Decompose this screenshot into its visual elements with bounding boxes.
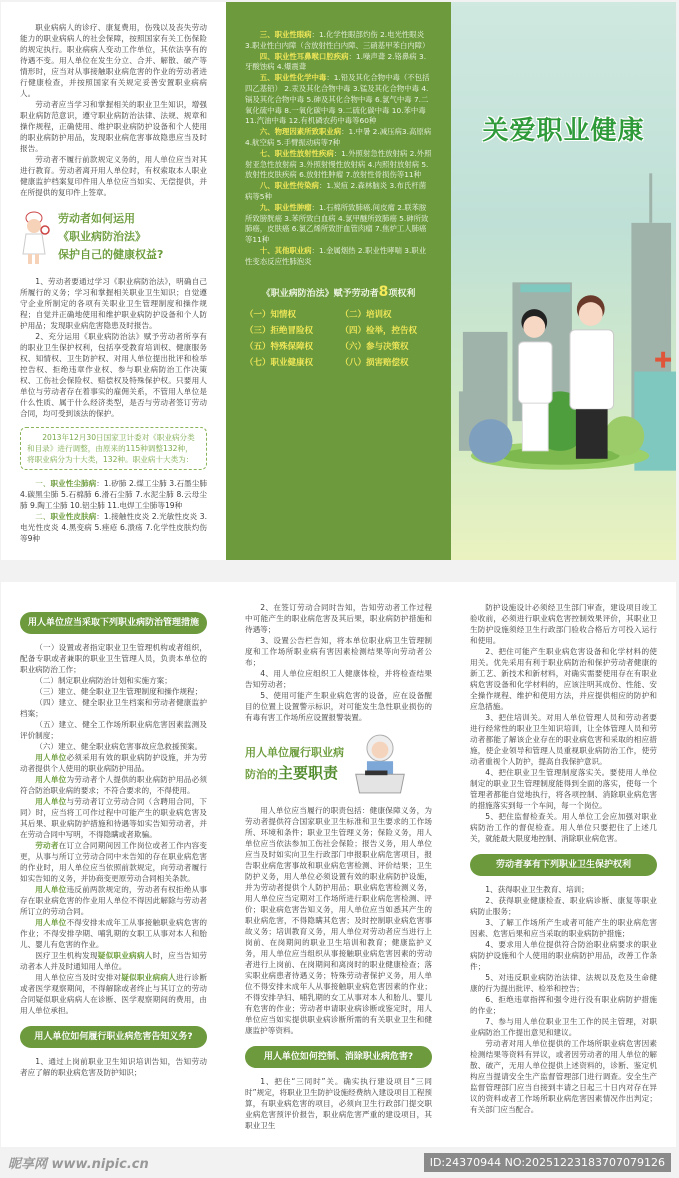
panel-middle-bottom [226,582,451,1147]
highlight-term: 用人单位 [35,918,67,927]
paragraph-text: 时，应当告知劳动者本人并及时通知用人单位。 [20,951,208,971]
disease-desc: ：1.中暑 2.减压病3.高原病 4.航空病 5.手臂振动病等7种 [245,127,432,147]
highlight-term: 用人单位 [35,775,67,784]
paragraph-text: 为劳动者个人提供的职业病防护用品必须符合防治职业病的要求；不符合要求的，不得使用。 [20,775,207,795]
panel-left-bottom [1,582,226,1147]
rights-title [245,284,432,302]
disease-desc: ：1.矽肺 2.煤工尘肺 3.石墨尘肺 4.碳黑尘肺 5.石棉肺 6.滑石尘肺 7.水泥尘肺 8.云母尘肺 9.陶工尘肺 10.铝尘肺 11.电焊工尘肺等19种 [20,479,208,510]
paragraph: 1、劳动者要通过学习《职业病防治法》，明确自己所履行的义务；学习和掌握相关职业卫生知识；自觉遵守企业所制定的各项有关职业卫生管理制度和操作规程；自觉并正确地使用和维护职业病防护设备和个人防护用品；发现职业病危害隐患及时报告。 [20,277,207,330]
control-heading-pill: 用人单位如何控制、消除职业病危害? [245,1046,432,1068]
paragraph-text: 不得安排未成年工从事接触职业病危害的作业；不得安排孕期、哺乳期的女职工从事对本人和胎儿、婴儿有危害的作业。 [20,918,207,949]
duties-text: 用人单位应当履行的职责包括：健康保障义务，为劳动者提供符合国家职业卫生标准和卫生要求的工作场所、环境和条件；职业卫生管理义务；保险义务，用人单位应当依法参加工伤社会保险；报告义务，用人单位应当及时如实向卫生行政部门申报职业病危害项目，报告职业病危害事故和职业病危害检测、评价结果；卫生防护义务，用人单位必须设置有效的职业病防护设施，并为劳动者提供个人防护用品；职业病危害检测义务，用人单位应当定期对工作场所进行职业病危害检测、评价；职业病危害告知义务，用人单位应当如悉其产生的职业病危害，不得隐瞒其危害；及时控制职业病危害事故义务；培训教育义务，用人单位对劳动者应当进行上岗前、在岗期间的职业卫生培训和教育；健康监护义务，用人单位应当组织从事接触职业病危害因素的劳动者进行上岗前、在岗期间和离岗时的职业健康检查；落实职业病患者待遇义务；特殊劳动者保护义务，用人单位不得安排未成年人从事接触职业病危害因素的作业；不得安排孕妇、哺乳期的女工从事对本人和胎儿、婴儿有危害的作业；劳动者申请职业病诊断或鉴定时，用人单位应当如实提供职业病诊断所需的有关职业卫生和健康监护等资料。 [245,806,432,1035]
control-item: 3、把住培训关。对用人单位管理人员和劳动者要进行经常性的职业卫生知识培训，让全体管理人员和劳动者都能了解该企业存在的职业病危害和采取的相应措施，使企业领导和管理人员重视职业病防治工作，使劳动者重视个人防护，提高自我保护意识。 [470,713,657,766]
right-item: 7、参与用人单位职业卫生工作的民主管理，对职业病防治工作提出意见和建议。 [470,1017,657,1037]
right-item: 1、获得职业卫生教育、培训； [485,885,589,894]
notify-item: 4、用人单位应组织工人健康体检，并将检查结果告知劳动者； [245,669,432,689]
disease-item [245,127,432,149]
nurse-illustration [20,208,50,266]
obligation-paragraph [20,884,207,917]
paragraph-text: 进行诊断或者医学观察期间，不得解除或者终止与其订立的劳动合同疑似职业病病人在诊断、医学观察期间的费用，由用人单位承担。 [20,973,208,1015]
heading-line: 《职业病防治法》 [58,230,146,243]
rights-text [20,276,207,419]
disease-category: 十、其他职业病 [259,245,312,255]
paragraph: 劳动者应当学习和掌握相关的职业卫生知识，增强职业病防范意识，遵守职业病防治法律、法规、规章和操作规程，正确使用、维护职业病防护设备和个人使用的职业病防护用品，发现职业病危害事故隐患应当及时报告。 [20,100,207,153]
right-item: （二）培训权 [340,309,392,320]
disease-category: 六、物理因素所致职业病 [259,127,342,137]
paragraph-prefix: 用人单位应当及时安排对 [35,973,122,982]
highlight-term: 用人单位 [35,753,67,762]
obligation-paragraph [20,917,207,950]
rights-title-b: 项权利 [388,288,416,299]
rights-heading-row [20,208,207,266]
notify-heading-pill: 用人单位如何履行职业病危害告知义务? [20,1026,207,1048]
right-item: （四）检举，控告权 [340,325,418,336]
paragraph: 职业病病人的诊疗、康复费用，伤残以及丧失劳动能力的职业病病人的社会保障，按照国家有关工伤保险的规定执行。职业病病人变动工作单位，其依法享有的待遇不变。用人单位在发生分立、合并、解散、破产等情形时，应当对从事接触职业病危害的作业的劳动者进行健康检查，并按照国家有关规定妥善安置职业病病人。 [20,23,207,98]
disease-item [20,511,207,544]
control-item: 4、把住职业卫生管理制度落实关。要使用人单位制定的职业卫生管理制度能得到全面的落实，使每一个管理者都能自觉地执行，将各项控制、消除职业病危害的措施落实到每一个车间，每一个岗位。 [470,768,657,810]
obligation-paragraph [20,774,207,796]
disease-desc: ：1.外照射急性放射病 2.外照射亚急性放射病 3.外照射慢性放射病 4.内照射放射病 5.放射性皮肤疾病 6.放射性肿瘤 7.放射性骨损伤等11种 [245,148,432,180]
panel-right-bottom [451,582,676,1147]
cover-panel [451,2,676,560]
disease-category: 职业性尘肺病 [50,479,97,488]
right-item: （三）拒绝冒险权 [245,325,314,336]
notify-text: 1、通过上岗前职业卫生知识培训告知，告知劳动者应了解的职业病危害及防护知识； [20,1057,207,1077]
right-item: （七）职业健康权 [245,357,314,368]
disease-item [20,478,207,511]
notify-item: 5、使用可能产生职业病危害的设备，应在设备醒目的位置上设置警示标识，对可能发生急性职业损伤的有毒有害工作场所应设置报警装置。 [245,691,432,722]
paragraph-text: 在订立合同期间因工作岗位或者工作内容变更，从事与所订立劳动合同中未告知的存在职业病危害的作业时，用人单位应当依照前款规定，向劳动者履行如实告知的义务，并协商变更原劳动合同相关条款。 [20,841,208,883]
top-row [0,0,679,560]
disease-desc: ：1.化学性眼部灼伤 2.电光性眼炎 3.职业性白内障（含放射性白内障、三硝基甲苯白内障） [245,30,430,50]
disease-desc: ：1.接触性皮炎 2.光敏性皮炎 3.电光性皮炎 4.黑变病 5.痤疮 6.溃疡 7.化学性皮肤灼伤等9种 [20,512,208,543]
disease-item [245,246,432,268]
heading-line: 防治的 [245,768,278,781]
heading-emphasis: 主要职责 [278,764,339,782]
notify-item: 2、在签订劳动合同时告知，告知劳动者工作过程中可能产生的职业病危害及其后果，职业病防护措施和待遇等； [245,603,432,634]
measure-item: （一）设置或者指定职业卫生管理机构或者组织，配备专职或者兼职的职业卫生管理人员，负责本单位的职业病防治工作； [20,643,207,674]
measure-item: （五）建立、健全工作场所职业病危害因素监测及评价制度； [20,720,207,740]
measure-item: （四）建立、健全职业卫生档案和劳动者健康监护档案； [20,698,207,718]
watermark-row [0,1147,679,1178]
right-item: （八）损害赔偿权 [340,357,409,368]
heading-line: 保护自己的健康权益? [58,248,164,261]
right-item: （六）参与决策权 [340,341,409,352]
notice-text: 2013年12月30日国家卫计委对《职业病分类和目录》进行调整，由原来的115种调整132种，将职业病分为十大类，132种。职业病十大类为： [27,433,195,464]
disease-item [245,73,432,127]
measure-item: （二）制定职业病防治计划和实施方案； [35,676,172,685]
paragraph-text: 违反前两款规定的，劳动者有权拒绝从事存在职业病危害的作业用人单位不得因此解除与劳动者所订立的劳动合同。 [20,885,207,916]
disease-category: 三、职业性眼病 [259,30,312,39]
intro-text [20,22,207,198]
professor-illustration [352,733,408,795]
paragraph-text: 必须采用有效的职业病防护设施，并为劳动者提供个人使用的职业病防护用品。 [20,753,207,773]
disease-category: 九、职业性肿瘤 [259,202,312,212]
measure-item: （六）建立、健全职业病危害事故应急救援预案。 [35,742,203,751]
highlight-term: 用人单位 [35,797,67,806]
highlight-term: 劳动者 [35,841,59,850]
rights-heading [58,210,163,264]
right-item: 3、了解工作场所产生或者可能产生的职业病危害因素、危害后果和应当采取的职业病防护措施； [470,918,657,938]
disease-category: 职业性皮肤病 [50,512,97,521]
disease-category: 七、职业性放射性疾病 [259,148,334,158]
disease-category: 五、职业性化学中毒 [259,73,327,83]
notice-box [20,427,207,470]
cover-title: 关爱职业健康 [482,116,645,146]
measures-heading-pill: 用人单位应当采取下列职业病防治管理措施 [20,612,207,634]
bottom-row [0,580,679,1147]
city-doctors-illustration [451,172,676,472]
obligation-paragraph [20,840,207,884]
right-item: 劳动者对用人单位提供的工作场所职业病危害因素检测结果等资料有异议，或者因劳动者的用人单位的解散、破产，无用人单位提供上述资料的，诊断、鉴定机构应当提请安全生产监督管理部门进行调查。安全生产监督管理部门应当自接到丰请之日起三十日内对存在异议的资料或者工作场所职业病危害因素情况作出判定；有关部门应当配合。 [470,1039,657,1114]
right-item: 4、要求用人单位提供符合防治职业病要求的职业病防护设施和个人使用的职业病防护用品，改善工作条件； [470,940,657,971]
right-item: 5、对违反职业病防治法律、法规以及危及生命健康的行为提出批评、检举和控告； [470,973,657,993]
control-item: 2、把住可能产生职业病危害设备和化学材料的使用关。优先采用有利于职业病防治和保护劳动者健康的新工艺、新技术和新材料，对确实需要使用存在有职业病危害设备和化学材料的，应该注明其成份、性能、安全操作规程、维护和使用方法，并应提供相应的防护和应急措施。 [470,647,657,711]
measures-text [20,642,207,1016]
control-item: 防护设施设计必须经卫生部门审查，建设项目竣工验收前，必须进行职业病危害控制效果评价，其职业卫生防护设施须经卫生行政部门验收合格后方可投入运行和使用。 [470,603,657,645]
disease-list [245,30,432,268]
id-watermark: ID:24370944 NO:20251223183707079126 [424,1153,671,1172]
paragraph-text: 与劳动者订立劳动合同（含聘用合同，下同）时，应当将工可作过程中可能产生的职业病危害及其后果、职业病防护措施和待遇等如实告知劳动者，并在劳动合同中写明，不得隐瞒或者欺骗。 [20,797,207,839]
panel-middle-top [226,2,451,560]
notify-item: 3、设置公告栏告知，将本单位职业病卫生管理制度和工作场所职业病有害因素检测结果等向劳动者公布； [245,636,432,667]
control-item: 5、把住监督检查关。用人单位工会应加强对职业病防治工作的督促检查。用人单位只要把住了上述几关，就能最大限度地控制、消除职业病危害。 [470,812,657,843]
duties-heading [245,743,344,785]
disease-item [245,203,432,246]
disease-item [245,181,432,203]
panel-left-top [1,2,226,560]
disease-desc: ：1.金属烟热 2.职业性哮喘 3.职业性变态反应性肺泡炎 [245,245,427,266]
disease-category: 八、职业性传染病 [259,181,319,191]
disease-desc: ：1.铅及其化合物中毒（不包括四乙基铅） 2.汞及其化合物中毒 3.锰及其化合物中毒 4.镉及其化合物中毒 5.砷及其化合物中毒 6.氯气中毒 7.二氧化硫中毒 8.一氧化碳中毒 9.二硫化碳中毒 10.苯中毒 11.汽油中毒 12.有机磷农药中毒等60种 [245,73,430,126]
disease-list [20,478,207,544]
worker-rights-heading-pill: 劳动者享有下列职业卫生保护权利 [470,854,657,876]
right-item: 6、拒绝违章指挥和强令进行没有职业病防护措施的作业； [470,995,657,1015]
control-text: 1、把住“三同时”关。确实执行建设项目“三同时”规定，将职业卫生防护设施经费纳入建设项目工程预算，有职业病危害的项目，必须向卫生行政部门提交职业病危害预评价报告，职业病危害严重的建设项目，其职业卫生 [245,1077,432,1130]
heading-line: 用人单位履行职业病 [245,746,344,759]
highlight-term: 疑似职业病病人 [97,951,153,960]
right-item: 2、获得职业健康检查、职业病诊断、康复等职业病防止服务； [470,896,657,916]
disease-category: 四、职业性耳鼻喉口腔疾病 [259,51,349,61]
obligation-paragraph [20,950,207,972]
right-item: （五）特殊保障权 [245,341,314,352]
disease-desc: ：1.噪声聋 2.铬鼻病 3.牙酸蚀病 4.爆震聋 [245,51,427,72]
right-item: （一）知情权 [245,309,297,320]
heading-line: 劳动者如何运用 [58,212,135,225]
paragraph: 2、充分运用《职业病防治法》赋予劳动者所享有的职业卫生保护权利，包括享受教育培训权、健康服务权、知情权、卫生防护权、对用人单位提出批评和检举控告权、拒绝违章作业权、参与职业病防治工作决策权、工伤社会保险权、赔偿权及特殊保护权。只要用人单位与劳动者存在着事实的雇佣关系，不管用人单位是什么性质、属于什么经济类型，是否与劳动者签订劳动合同，均可受到该法的保护。 [20,332,207,418]
obligation-paragraph [20,796,207,840]
disease-number: 二、 [35,512,51,521]
disease-number: 一、 [35,479,51,488]
paragraph: 劳动者不履行前款规定义务的，用人单位应当对其进行教育。劳动者离开用人单位时，有权索取本人职业健康监护档案复印件用人单位应当如实、无偿提供，并在所提供的复印件上签章。 [20,155,207,197]
control-items [470,602,657,844]
obligation-paragraph [20,752,207,774]
obligation-paragraph [20,972,207,1016]
highlight-term: 疑似职业病病人 [121,973,176,982]
disease-item [245,52,432,74]
disease-item [245,149,432,181]
disease-desc: ：1.炭疽 2.森林脑炎 3.布氏杆菌病等5种 [245,181,427,201]
worker-rights-list [470,884,657,1115]
notify-items [245,602,432,723]
highlight-term: 用人单位 [35,885,67,894]
site-watermark: 昵享网 www.nipic.cn [8,1157,149,1172]
disease-desc: ：1.石棉所致肺癌.间皮瘤 2.联苯胺所致膀胱癌 3.苯所致白血病 4.氯甲醚所致肺癌 5.砷所致肺癌，皮肤癌 6.氯乙烯所致肝血管肉瘤 7.焦炉工人肺癌等11种 [245,202,429,245]
duties-heading-row [245,733,432,795]
measure-item: （三）建立、健全职业卫生管理制度和操作规程； [35,687,203,696]
rights-title-a: 《职业病防治法》赋予劳动者 [261,288,379,299]
rights-grid [245,310,432,369]
disease-item [245,30,432,52]
paragraph-prefix: 医疗卫生机构发现 [35,951,98,960]
rights-count: 8 [378,283,389,300]
